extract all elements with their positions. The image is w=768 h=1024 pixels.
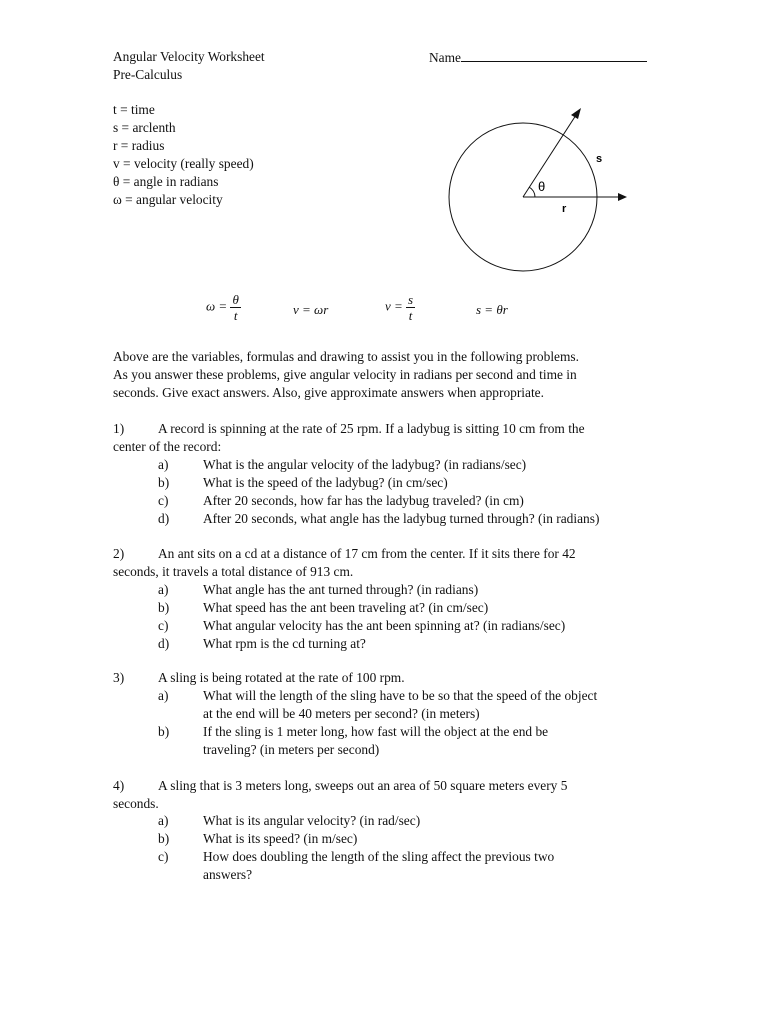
circle-diagram: [440, 100, 640, 280]
part-text: traveling? (in meters per second): [203, 742, 380, 757]
part-text: What is the speed of the ladybug? (in cm/sec): [203, 475, 448, 490]
problem-text: A sling is being rotated at the rate of 100 rpm.: [158, 670, 405, 685]
formula-lhs: v =: [385, 298, 403, 314]
part-text: What angular velocity has the ant been spinning at? (in radians/sec): [203, 618, 566, 633]
part-label: b): [158, 724, 170, 739]
part-text: What will the length of the sling have to be so that the speed of the object: [203, 688, 598, 703]
part-label: c): [158, 493, 169, 508]
part-label: d): [158, 511, 170, 526]
radius-r-label: r: [562, 203, 567, 215]
variable-item: θ = angle in radians: [113, 174, 219, 189]
formula-row: [200, 290, 540, 332]
numerator: θ: [232, 292, 239, 307]
part-label: a): [158, 457, 169, 472]
angle-ray: [523, 112, 578, 197]
radius-arrowhead: [618, 193, 627, 201]
formula-arclength: s = θr: [476, 302, 508, 317]
fraction: [406, 292, 415, 323]
intro-line: seconds. Give exact answers. Also, give approximate answers when appropriate.: [113, 385, 544, 400]
variable-item: r = radius: [113, 138, 165, 153]
formula-velocity-radius: v = ωr: [293, 302, 329, 317]
part-label: b): [158, 600, 170, 615]
part-label: c): [158, 849, 169, 864]
name-blank-line: [461, 48, 647, 62]
part-text: After 20 seconds, how far has the ladybug traveled? (in cm): [203, 493, 524, 508]
part-text: If the sling is 1 meter long, how fast will the object at the end be: [203, 724, 549, 739]
ray-arrowhead: [571, 108, 581, 119]
theta-label: θ: [538, 179, 546, 194]
problem-number: 2): [113, 546, 125, 561]
part-label: c): [158, 618, 169, 633]
course-name: Pre-Calculus: [113, 67, 183, 82]
part-label: b): [158, 831, 170, 846]
arc-s-label: s: [596, 153, 603, 165]
variable-item: s = arclenth: [113, 120, 176, 135]
intro-line: Above are the variables, formulas and drawing to assist you in the following problems.: [113, 349, 579, 364]
problem-number: 3): [113, 670, 125, 685]
part-text: answers?: [203, 867, 253, 882]
part-label: a): [158, 813, 169, 828]
part-label: b): [158, 475, 170, 490]
problem-text: seconds, it travels a total distance of 913 cm.: [113, 564, 354, 579]
numerator: s: [408, 292, 414, 307]
problem-text: A sling that is 3 meters long, sweeps out an area of 50 square meters every 5: [158, 778, 568, 793]
part-label: a): [158, 582, 169, 597]
variable-item: v = velocity (really speed): [113, 156, 254, 171]
name-field: [429, 48, 647, 67]
part-text: After 20 seconds, what angle has the ladybug turned through? (in radians): [203, 511, 600, 526]
part-text: What is its speed? (in m/sec): [203, 831, 358, 846]
problem-text: seconds.: [113, 796, 159, 811]
problem-text: center of the record:: [113, 439, 222, 454]
part-text: What rpm is the cd turning at?: [203, 636, 366, 651]
part-text: What speed has the ant been traveling at? (in cm/sec): [203, 600, 489, 615]
variable-item: t = time: [113, 102, 155, 117]
formula-angular-velocity: [206, 292, 241, 323]
part-label: d): [158, 636, 170, 651]
problem-text: A record is spinning at the rate of 25 rpm. If a ladybug is sitting 10 cm from the: [158, 421, 585, 436]
problem-text: An ant sits on a cd at a distance of 17 cm from the center. If it sits there for 42: [158, 546, 576, 561]
problem-number: 1): [113, 421, 125, 436]
denominator: t: [233, 308, 238, 323]
denominator: t: [408, 308, 413, 323]
worksheet-title: Angular Velocity Worksheet: [113, 49, 265, 64]
part-text: What angle has the ant turned through? (in radians): [203, 582, 479, 597]
problem-number: 4): [113, 778, 125, 793]
angle-arc: [529, 187, 535, 197]
part-text: What is the angular velocity of the ladybug? (in radians/sec): [203, 457, 527, 472]
part-label: a): [158, 688, 169, 703]
fraction: [230, 292, 240, 323]
part-text: at the end will be 40 meters per second? (in meters): [203, 706, 480, 721]
intro-line: As you answer these problems, give angular velocity in radians per second and time in: [113, 367, 577, 382]
part-text: How does doubling the length of the sling affect the previous two: [203, 849, 555, 864]
variable-item: ω = angular velocity: [113, 192, 223, 207]
part-text: What is its angular velocity? (in rad/sec): [203, 813, 421, 828]
formula-lhs: ω =: [206, 298, 228, 314]
formula-velocity-arc: [385, 292, 415, 323]
name-label: Name: [429, 50, 461, 65]
